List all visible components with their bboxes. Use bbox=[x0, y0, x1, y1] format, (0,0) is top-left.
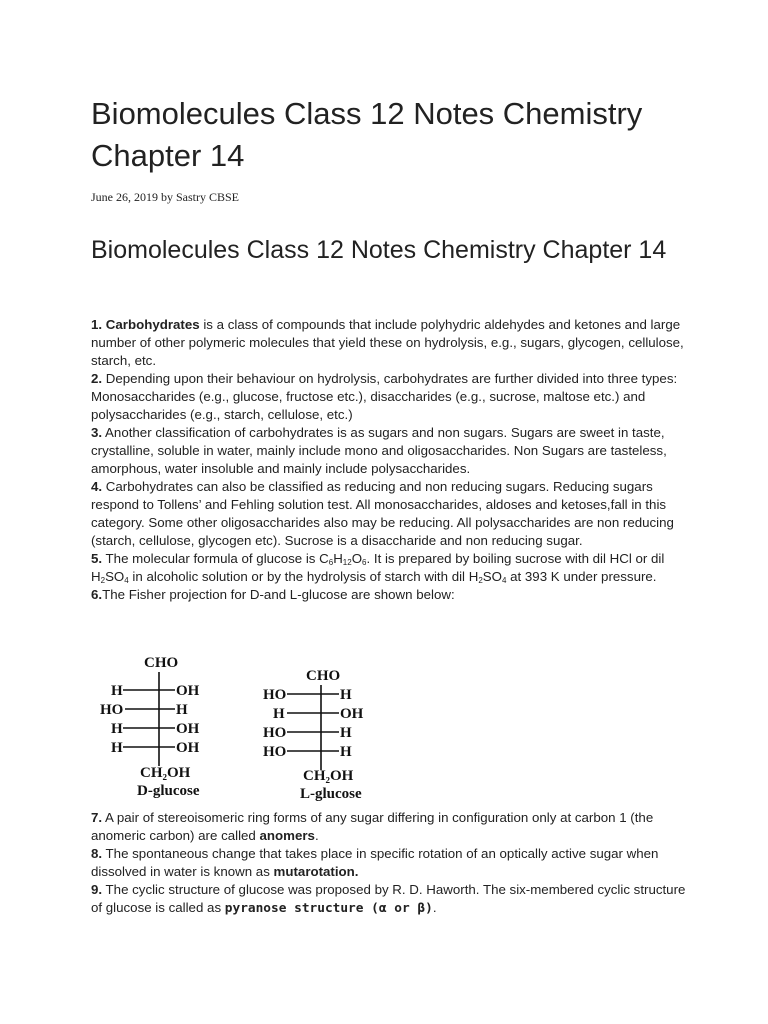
byline-by: by bbox=[158, 190, 176, 204]
byline bbox=[91, 190, 239, 205]
d-row4-right: OH bbox=[176, 740, 200, 756]
d-row3-left: H bbox=[111, 721, 123, 737]
point-6: 6.The Fisher projection for D-and L-glucose are shown below: bbox=[91, 587, 455, 602]
d-row1-left: H bbox=[111, 683, 123, 699]
post-date: June 26, 2019 bbox=[91, 190, 158, 204]
d-row3-right: OH bbox=[176, 721, 200, 737]
l-row1-left: HO bbox=[263, 687, 287, 703]
page-title: Biomolecules Class 12 Notes Chemistry Chapter 14 bbox=[91, 96, 643, 173]
l-glucose-label: L-glucose bbox=[300, 786, 362, 802]
d-glucose-bottom: CH₂OH bbox=[140, 765, 191, 781]
point-7: 7. A pair of stereoisomeric ring forms of any sugar differing in configuration only at carbon 1 (the anomeric carbon) are called anomers. bbox=[91, 810, 654, 843]
d-glucose-structure bbox=[100, 655, 200, 799]
point-3: 3. Another classification of carbohydrates is as sugars and non sugars. Sugars are sweet in taste, crystalline, soluble in water, mainly include mono and oligosaccharides. Non Sugars are tasteless, amorphous, water insoluble and mainly include polysaccharides. bbox=[91, 425, 667, 476]
point-4: 4. Carbohydrates can also be classified as reducing and non reducing sugars. Reducing sugars respond to Tollens’ and Fehling solution test. All monosaccharides, aldoses and ketoses,fall in this category. Some other oligosaccharides also may be reducing. All polysaccharides are non reducing (starch, cellulose, glycogen etc). Sucrose is a disaccharide and non reducing sugar. bbox=[91, 479, 674, 548]
l-row1-right: H bbox=[340, 687, 352, 703]
d-glucose-top: CHO bbox=[144, 655, 179, 671]
point-1: 1. Carbohydrates is a class of compounds that include polyhydric aldehydes and ketones and large number of other polymeric molecules that yield these on hydrolysis, e.g., sugars, glycogen, cellulose, starch, etc. bbox=[91, 317, 684, 368]
d-row1-right: OH bbox=[176, 683, 200, 699]
l-row3-right: H bbox=[340, 725, 352, 741]
notes-body-continued bbox=[91, 809, 689, 918]
point-9: 9. The cyclic structure of glucose was proposed by R. D. Haworth. The six-membered cyclic structure of glucose is called as pyranose structure (α or β). bbox=[91, 882, 686, 916]
l-row4-right: H bbox=[340, 744, 352, 760]
l-row3-left: HO bbox=[263, 725, 287, 741]
fischer-projection-figure bbox=[91, 652, 391, 804]
section-heading: Biomolecules Class 12 Notes Chemistry Chapter 14 bbox=[91, 236, 667, 264]
l-glucose-bottom: CH₂OH bbox=[303, 768, 354, 784]
d-row2-right: H bbox=[176, 702, 188, 718]
d-row4-left: H bbox=[111, 740, 123, 756]
d-glucose-label: D-glucose bbox=[137, 783, 200, 799]
notes-body bbox=[91, 316, 689, 604]
l-row2-left: H bbox=[273, 706, 285, 722]
point-8: 8. The spontaneous change that takes place in specific rotation of an optically active sugar when dissolved in water is known as mutarotation. bbox=[91, 846, 659, 879]
l-row4-left: HO bbox=[263, 744, 287, 760]
point-5: 5. The molecular formula of glucose is $C_6H_{12}O_6$. It is prepared by boiling sucrose with dil HCl or dil $H_2SO_4$ in alcoholic solution or by the hydrolysis of starch with dil $H_2SO_4$ at 393 K under pressure. bbox=[91, 551, 665, 585]
l-row2-right: OH bbox=[340, 706, 364, 722]
point-2: 2. Depending upon their behaviour on hydrolysis, carbohydrates are further divided into three types: Monosaccharides (e.g., glucose, fructose etc.), disaccharides (e.g., sucrose, maltose etc.) and polysaccharides (e.g., starch, cellulose, etc.) bbox=[91, 371, 678, 422]
l-glucose-structure bbox=[263, 668, 364, 802]
l-glucose-top: CHO bbox=[306, 668, 341, 684]
d-row2-left: HO bbox=[100, 702, 124, 718]
author-link[interactable]: Sastry CBSE bbox=[176, 190, 240, 204]
